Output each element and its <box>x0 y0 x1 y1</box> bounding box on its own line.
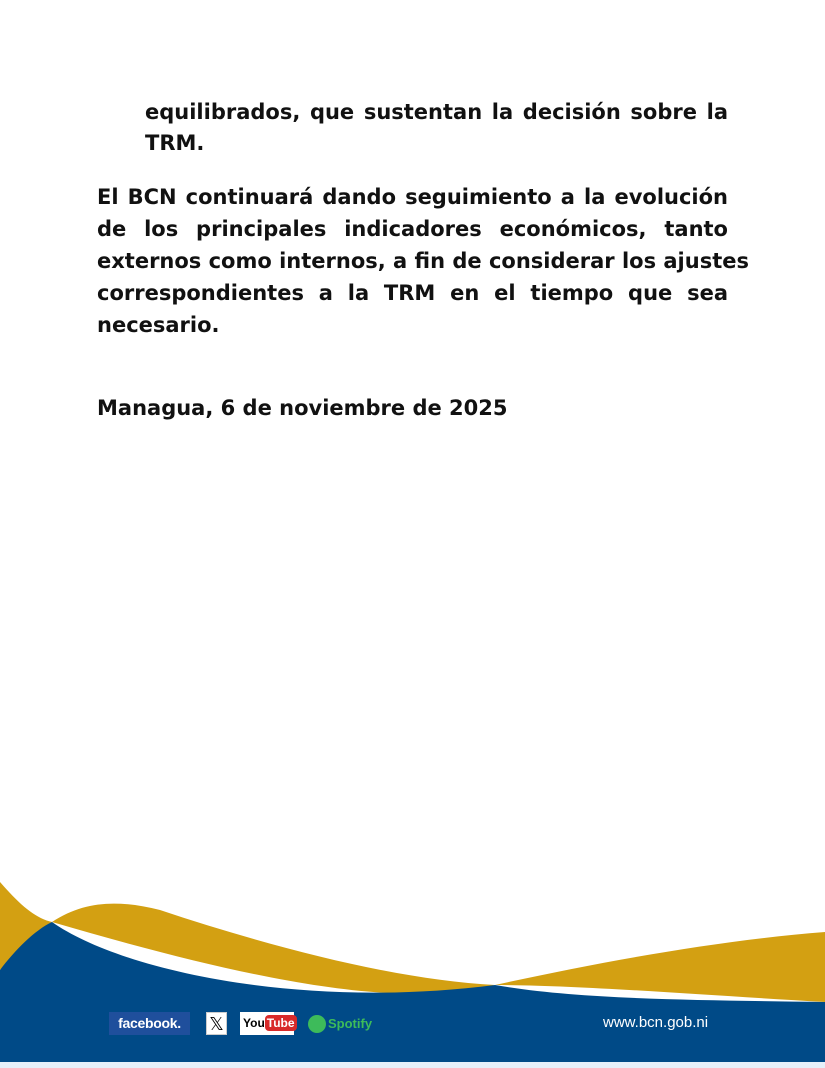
youtube-link[interactable] <box>240 1012 294 1035</box>
footer-wave-graphic <box>0 870 825 1068</box>
youtube-tube-text: Tube <box>266 1016 295 1030</box>
facebook-link[interactable]: facebook. <box>109 1012 190 1035</box>
spotify-icon <box>308 1015 326 1033</box>
text-line: necesario. <box>97 313 220 337</box>
text-line: externos como internos, a fin de considerar los ajustes <box>97 249 749 273</box>
youtube-you-text: You <box>243 1016 265 1030</box>
text-line: equilibrados, que sustentan la decisión sobre la <box>145 100 728 124</box>
spotify-link[interactable] <box>308 1012 378 1035</box>
text-line: de los principales indicadores económicos, tanto <box>97 217 728 241</box>
text-line: El BCN continuará dando seguimiento a la evolución <box>97 185 728 209</box>
text-line: correspondientes a la TRM en el tiempo que sea <box>97 281 728 305</box>
date-line: Managua, 6 de noviembre de 2025 <box>97 396 508 420</box>
website-link[interactable]: www.bcn.gob.ni <box>603 1014 709 1031</box>
text-line: TRM. <box>145 131 205 155</box>
x-link[interactable]: 𝕏 <box>206 1012 227 1035</box>
spotify-label: Spotify <box>328 1016 373 1031</box>
